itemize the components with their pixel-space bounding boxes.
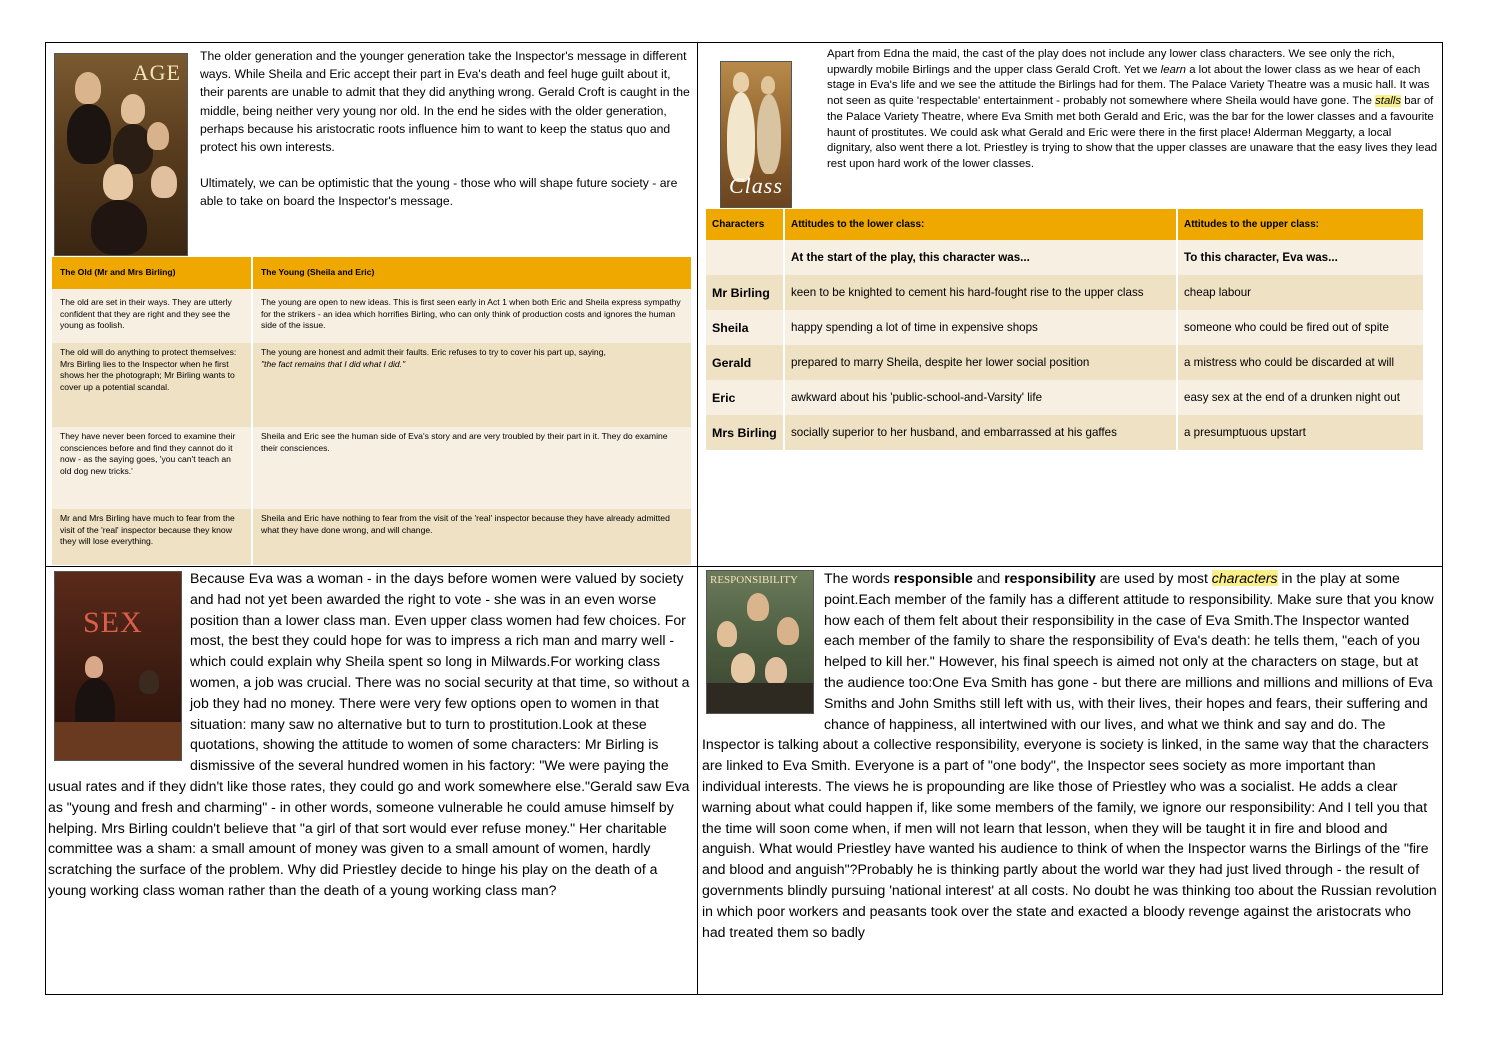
class-paragraph [827,47,1439,173]
class-header-characters: Characters [712,219,765,230]
age-paragraph-1: The older generation and the younger generation take the Inspector's message in different ways. While Sheila and Eric accept their part in Eva's death and feel huge guilt about it, their parents are unable to admit that they did anything wrong. Gerald Croft is caught in the middle, being neither very young nor old. In the end he sides with the older generation, perhaps because his aristocratic roots influence him to want to keep the status quo and protect his own interests. [200,49,690,155]
class-character-cell: Eric [712,390,736,405]
class-upper-cell: someone who could be fired out of spite [1177,310,1423,345]
class-text-c: bar of the Palace Variety Theatre, where Eva Smith met both Gerald and Eric, was the bar for the lower classes and a favourite haunt of prostitutes. We could ask what Gerald and Eric were there in the first place! Alderman Meggarty, a local dignitary, also went there a lot. Priestley is trying to show that the upper classes are unaware that the easy lives they lead rest upon hard work of the lower classes. [827,95,1438,170]
age-young-cell [252,509,691,565]
class-text-learn: learn [1160,63,1187,76]
age-young-text: The young are open to new ideas. This is first seen early in Act 1 when both Eric and Sheila express sympathy for the strikers - an idea which horrifies Birling, who can only think of production costs and ignores the human side of the issue. [261,297,681,330]
class-header-upper: Attitudes to the upper class: [1177,209,1423,240]
table-row [52,343,691,427]
age-table-header-old: The Old (Mr and Mrs Birling) [60,267,176,278]
table-row [706,380,1423,415]
age-section [46,43,697,566]
class-lower-cell: awkward about his 'public-school-and-Varsity' life [784,380,1177,415]
class-lower-cell: socially superior to her husband, and embarrassed at his gaffes [784,415,1177,450]
age-young-cell [252,427,691,509]
class-section [698,43,1442,566]
resp-text-2: and [976,570,1001,586]
age-old-cell: Mr and Mrs Birling have much to fear from the visit of the 'real' inspector because they know they will lose everything. [60,513,235,546]
table-row [706,310,1423,345]
responsibility-poster-title: RESPONSIBILITY [710,574,799,586]
class-character-cell: Sheila [712,320,749,335]
resp-keyword-responsible: responsible [893,570,973,586]
class-text-a: Apart from Edna the maid, the cast of the play does not include any lower class characters. We see only the rich, upwardly mobile Birlings and the upper class Gerald Croft. Yet we [827,48,1395,76]
resp-text-4: in the play at some point.Each member of the family has a different attitude to responsibility. Make sure that you know how each of them felt about their responsibility in the case of Eva Smith.The Inspector wanted each member of the family to share the responsibility of Eva's death: he tells them, "each of you helped to kill her." However, his final speech is aimed not only at the characters on stage, but at the audience too:One Eva Smith has gone - but there are millions and millions and millions of Eva Smiths and John Smiths still left with us, with their lives, their hopes and fears, their suffering and chance of happiness, all intertwined with our lives, and what we think and say and do. The Inspector is talking about a collective responsibility, everyone is society is linked, in the same way that the characters are linked to Eva Smith. Everyone is a part of "one body", the Inspector sees society as more important than individual interests. The views he is propounding are like those of Priestley who was a socialist. He adds a clear warning about what could happen if, like some members of the family, we ignore our responsibility: And I tell you that the time will soon come when, if men will not learn that lesson, when they will be taught it in fire and blood and anguish. What would Priestley have wanted his audience to think of when the Inspector warns the Birlings of the "fire and blood and anguish"?Probably he is thinking partly about the world war they had just lived through - the result of governments blindly pursuing 'national interest' at all costs. No doubt he was thinking too about the Russian revolution in which poor workers and peasants took over the state and exacted a bloody revenge against the aristocrats who had treated them so badly [702,570,1437,940]
age-poster-image [54,53,188,256]
class-text-b: a lot about the lower class as we hear of each stage in Eva's life and we see the attitude the Birlings had for them. The Palace Variety Theatre was a music hall. It was not seen as quite 'respectable' entertainment - probably not somewhere where Sheila would have gone. The [827,63,1430,108]
sex-paragraph: Because Eva was a woman - in the days before women were valued by society and had not yet been awarded the right to vote - she was in an even worse position than a lower class man. Even upper class women had few choices. For most, the best they could hope for was to impress a rich man and marry well - which could explain why Sheila spent so long in Milwards.For working class women, a job was crucial. There was no social security at that time, so without a job they had no money. There were very few options open to women in that situation: many saw no alternative but to turn to prostitution.Look at these quotations, showing the attitude to women of some characters: Mr Birling is dismissive of the several hundred women in his factory: "We were paying the usual rates and if they didn't like those rates, they could go and work somewhere else."Gerald saw Eva as "young and fresh and charming" - in other words, someone vulnerable he could amuse himself by helping. Mrs Birling couldn't believe that "a girl of that sort would ever refuse money." Her charitable committee was a sham: a small amount of money was given to a small amount of women, hardly scratching the surface of the problem. Why did Priestley decide to hinge his play on the death of a young working class woman rather than the death of a young working class man? [48,570,690,898]
age-young-text: Sheila and Eric see the human side of Eva's story and are very troubled by their part in it. They do examine their consciences. [261,431,668,453]
age-old-cell: They have never been forced to examine their consciences before and find they cannot do it now - as the saying goes, 'you can't teach an old dog new tricks.' [60,431,236,476]
class-character-cell: Gerald [712,355,752,370]
sex-section [46,567,697,994]
class-subheader-empty [706,240,784,275]
age-old-cell: The old are set in their ways. They are utterly confident that they are right and they see the young as foolish. [60,297,232,330]
class-lower-cell: keen to be knighted to cement his hard-fought rise to the upper class [784,275,1177,310]
class-poster-title: Class [729,173,783,198]
class-upper-cell: cheap labour [1177,275,1423,310]
class-upper-cell: a mistress who could be discarded at will [1177,345,1423,380]
resp-keyword-responsibility: responsibility [1004,570,1096,586]
age-paragraph-2: Ultimately, we can be optimistic that the young - those who will shape future society - are able to take on board the Inspector's message. [200,176,678,209]
class-table [706,209,1423,450]
table-row [52,427,691,509]
class-lower-cell: happy spending a lot of time in expensive shops [784,310,1177,345]
table-row [706,275,1423,310]
class-subheader-lower: At the start of the play, this character was... [784,240,1177,275]
responsibility-section [698,567,1442,994]
resp-keyword-characters: characters [1211,570,1278,586]
class-upper-cell: a presumptuous upstart [1177,415,1423,450]
sex-poster-image [54,571,182,761]
class-upper-cell: easy sex at the end of a drunken night out [1177,380,1423,415]
table-row [52,509,691,565]
responsibility-poster-image [706,570,814,714]
age-young-text: Sheila and Eric have nothing to fear from the visit of the 'real' inspector because they have already admitted what they have done wrong, and will change. [261,513,670,535]
resp-text-1: The words [824,570,890,586]
age-table-header-young: The Young (Sheila and Eric) [252,257,691,289]
resp-text-3: are used by most [1099,570,1208,586]
sex-poster-title: SEX [83,606,143,639]
class-poster-image [720,61,792,208]
age-table [52,257,691,565]
class-character-cell: Mrs Birling [712,425,777,440]
age-young-text: The young are honest and admit their faults. Eric refuses to try to cover his part up, saying, [261,347,606,357]
class-lower-cell: prepared to marry Sheila, despite her lower social position [784,345,1177,380]
age-old-cell: The old will do anything to protect themselves: Mrs Birling lies to the Inspector when he first shows her the photograph; Mr Birling wants to cover up a potential scandal. [60,347,237,392]
table-row [706,345,1423,380]
table-row [52,289,691,343]
class-character-cell: Mr Birling [712,285,770,300]
age-young-cell [252,343,691,427]
class-text-stalls: stalls [1375,95,1402,108]
class-header-lower: Attitudes to the lower class: [784,209,1177,240]
table-row [706,415,1423,450]
class-subheader-upper: To this character, Eva was... [1177,240,1423,275]
age-young-cell [252,289,691,343]
age-poster-title: AGE [132,60,181,85]
age-young-quote: "the fact remains that I did what I did." [261,358,406,369]
